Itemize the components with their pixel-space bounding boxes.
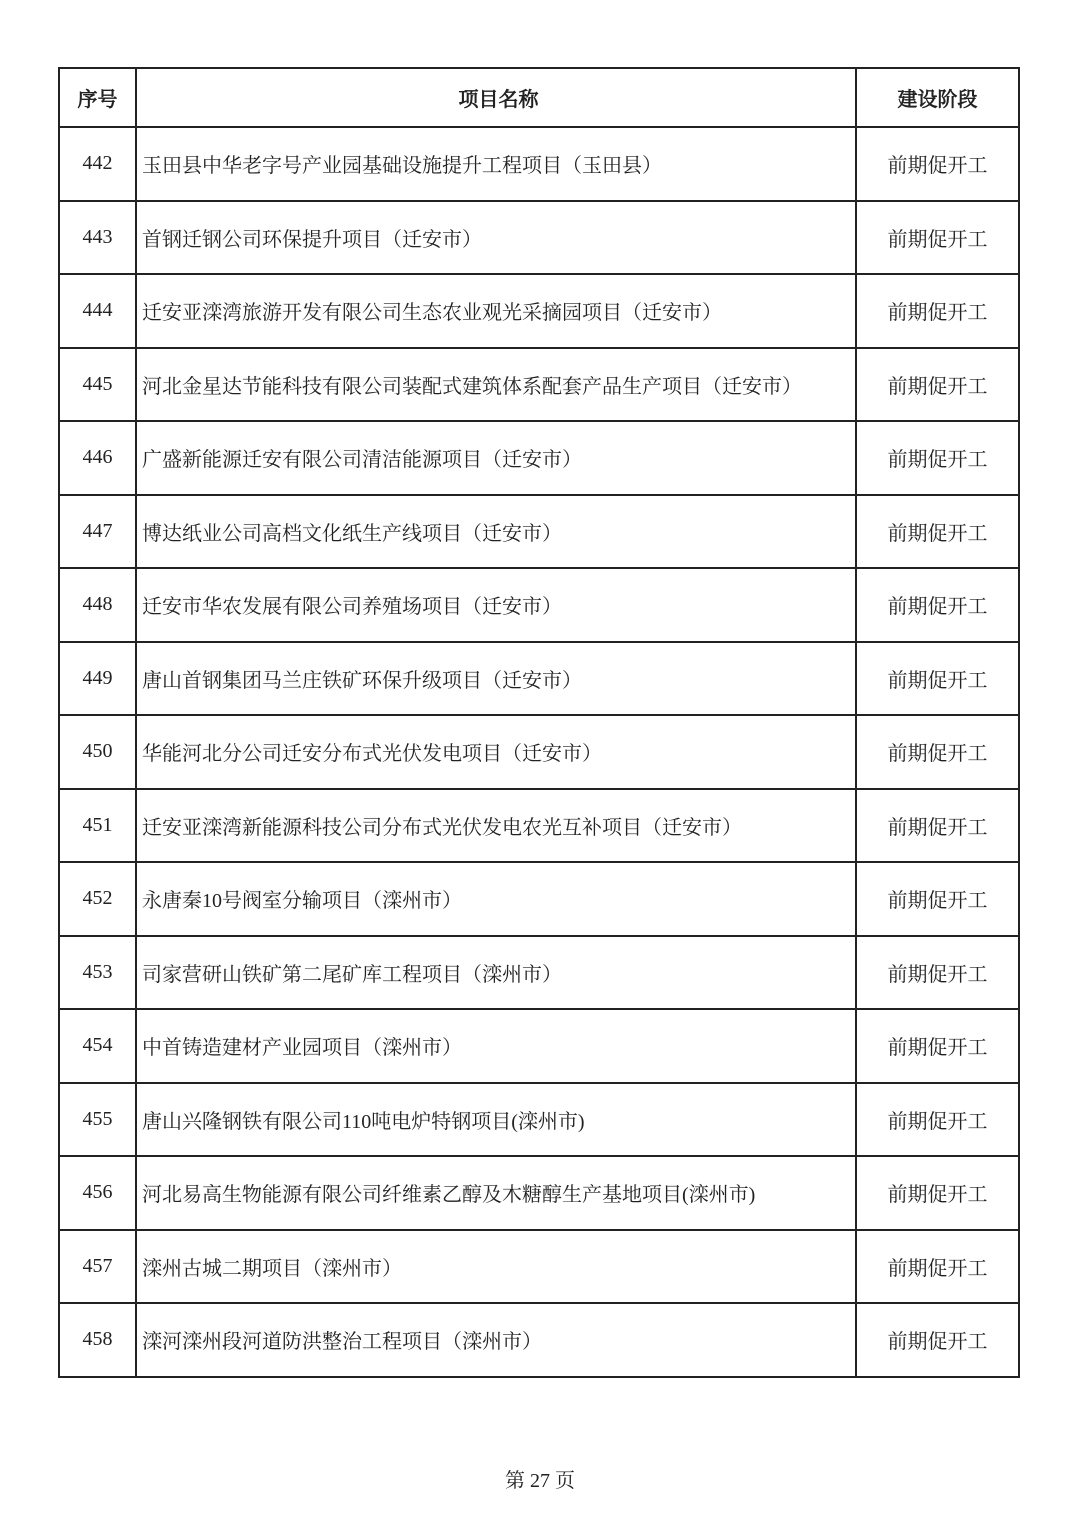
row-index: 453 xyxy=(59,936,136,1010)
row-stage: 前期促开工 xyxy=(856,1083,1019,1157)
row-project-name: 华能河北分公司迁安分布式光伏发电项目（迁安市） xyxy=(136,715,856,789)
row-project-name: 迁安市华农发展有限公司养殖场项目（迁安市） xyxy=(136,568,856,642)
row-project-name: 滦河滦州段河道防洪整治工程项目（滦州市） xyxy=(136,1303,856,1377)
table-row xyxy=(59,495,1019,569)
row-stage: 前期促开工 xyxy=(856,1009,1019,1083)
table-body xyxy=(59,127,1019,1377)
row-stage: 前期促开工 xyxy=(856,274,1019,348)
row-index: 456 xyxy=(59,1156,136,1230)
row-index: 443 xyxy=(59,201,136,275)
row-project-name: 博达纸业公司高档文化纸生产线项目（迁安市） xyxy=(136,495,856,569)
table-row xyxy=(59,862,1019,936)
row-project-name: 迁安亚滦湾新能源科技公司分布式光伏发电农光互补项目（迁安市） xyxy=(136,789,856,863)
project-table xyxy=(58,67,1020,1378)
table-row xyxy=(59,1156,1019,1230)
row-index: 445 xyxy=(59,348,136,422)
row-stage: 前期促开工 xyxy=(856,421,1019,495)
table-row xyxy=(59,274,1019,348)
row-stage: 前期促开工 xyxy=(856,568,1019,642)
row-project-name: 司家营研山铁矿第二尾矿库工程项目（滦州市） xyxy=(136,936,856,1010)
row-stage: 前期促开工 xyxy=(856,862,1019,936)
header-project-name: 项目名称 xyxy=(136,68,856,127)
row-project-name: 河北金星达节能科技有限公司装配式建筑体系配套产品生产项目（迁安市） xyxy=(136,348,856,422)
row-index: 442 xyxy=(59,127,136,201)
row-index: 446 xyxy=(59,421,136,495)
row-project-name: 广盛新能源迁安有限公司清洁能源项目（迁安市） xyxy=(136,421,856,495)
row-project-name: 唐山兴隆钢铁有限公司110吨电炉特钢项目(滦州市) xyxy=(136,1083,856,1157)
row-index: 447 xyxy=(59,495,136,569)
row-stage: 前期促开工 xyxy=(856,495,1019,569)
row-project-name: 中首铸造建材产业园项目（滦州市） xyxy=(136,1009,856,1083)
row-index: 457 xyxy=(59,1230,136,1304)
row-index: 450 xyxy=(59,715,136,789)
page-number: 第 27 页 xyxy=(505,1470,575,1492)
table-row xyxy=(59,1303,1019,1377)
table-row xyxy=(59,127,1019,201)
row-project-name: 首钢迁钢公司环保提升项目（迁安市） xyxy=(136,201,856,275)
row-stage: 前期促开工 xyxy=(856,348,1019,422)
row-stage: 前期促开工 xyxy=(856,201,1019,275)
row-project-name: 永唐秦10号阀室分输项目（滦州市） xyxy=(136,862,856,936)
row-stage: 前期促开工 xyxy=(856,642,1019,716)
row-project-name: 玉田县中华老字号产业园基础设施提升工程项目（玉田县） xyxy=(136,127,856,201)
row-stage: 前期促开工 xyxy=(856,1303,1019,1377)
header-index: 序号 xyxy=(59,68,136,127)
row-index: 451 xyxy=(59,789,136,863)
table-row xyxy=(59,201,1019,275)
table-row xyxy=(59,1230,1019,1304)
row-index: 454 xyxy=(59,1009,136,1083)
row-index: 452 xyxy=(59,862,136,936)
row-stage: 前期促开工 xyxy=(856,715,1019,789)
row-project-name: 河北易高生物能源有限公司纤维素乙醇及木糖醇生产基地项目(滦州市) xyxy=(136,1156,856,1230)
row-index: 444 xyxy=(59,274,136,348)
table-row xyxy=(59,1083,1019,1157)
table-row xyxy=(59,568,1019,642)
row-project-name: 滦州古城二期项目（滦州市） xyxy=(136,1230,856,1304)
table-header-row xyxy=(59,68,1019,127)
row-index: 449 xyxy=(59,642,136,716)
row-stage: 前期促开工 xyxy=(856,1230,1019,1304)
table-row xyxy=(59,642,1019,716)
row-stage: 前期促开工 xyxy=(856,1156,1019,1230)
table-row xyxy=(59,789,1019,863)
row-index: 448 xyxy=(59,568,136,642)
row-stage: 前期促开工 xyxy=(856,789,1019,863)
header-stage: 建设阶段 xyxy=(856,68,1019,127)
row-project-name: 唐山首钢集团马兰庄铁矿环保升级项目（迁安市） xyxy=(136,642,856,716)
table-row xyxy=(59,421,1019,495)
table-row xyxy=(59,715,1019,789)
row-stage: 前期促开工 xyxy=(856,127,1019,201)
table-row xyxy=(59,1009,1019,1083)
row-index: 458 xyxy=(59,1303,136,1377)
row-project-name: 迁安亚滦湾旅游开发有限公司生态农业观光采摘园项目（迁安市） xyxy=(136,274,856,348)
row-stage: 前期促开工 xyxy=(856,936,1019,1010)
table-row xyxy=(59,348,1019,422)
row-index: 455 xyxy=(59,1083,136,1157)
table-row xyxy=(59,936,1019,1010)
